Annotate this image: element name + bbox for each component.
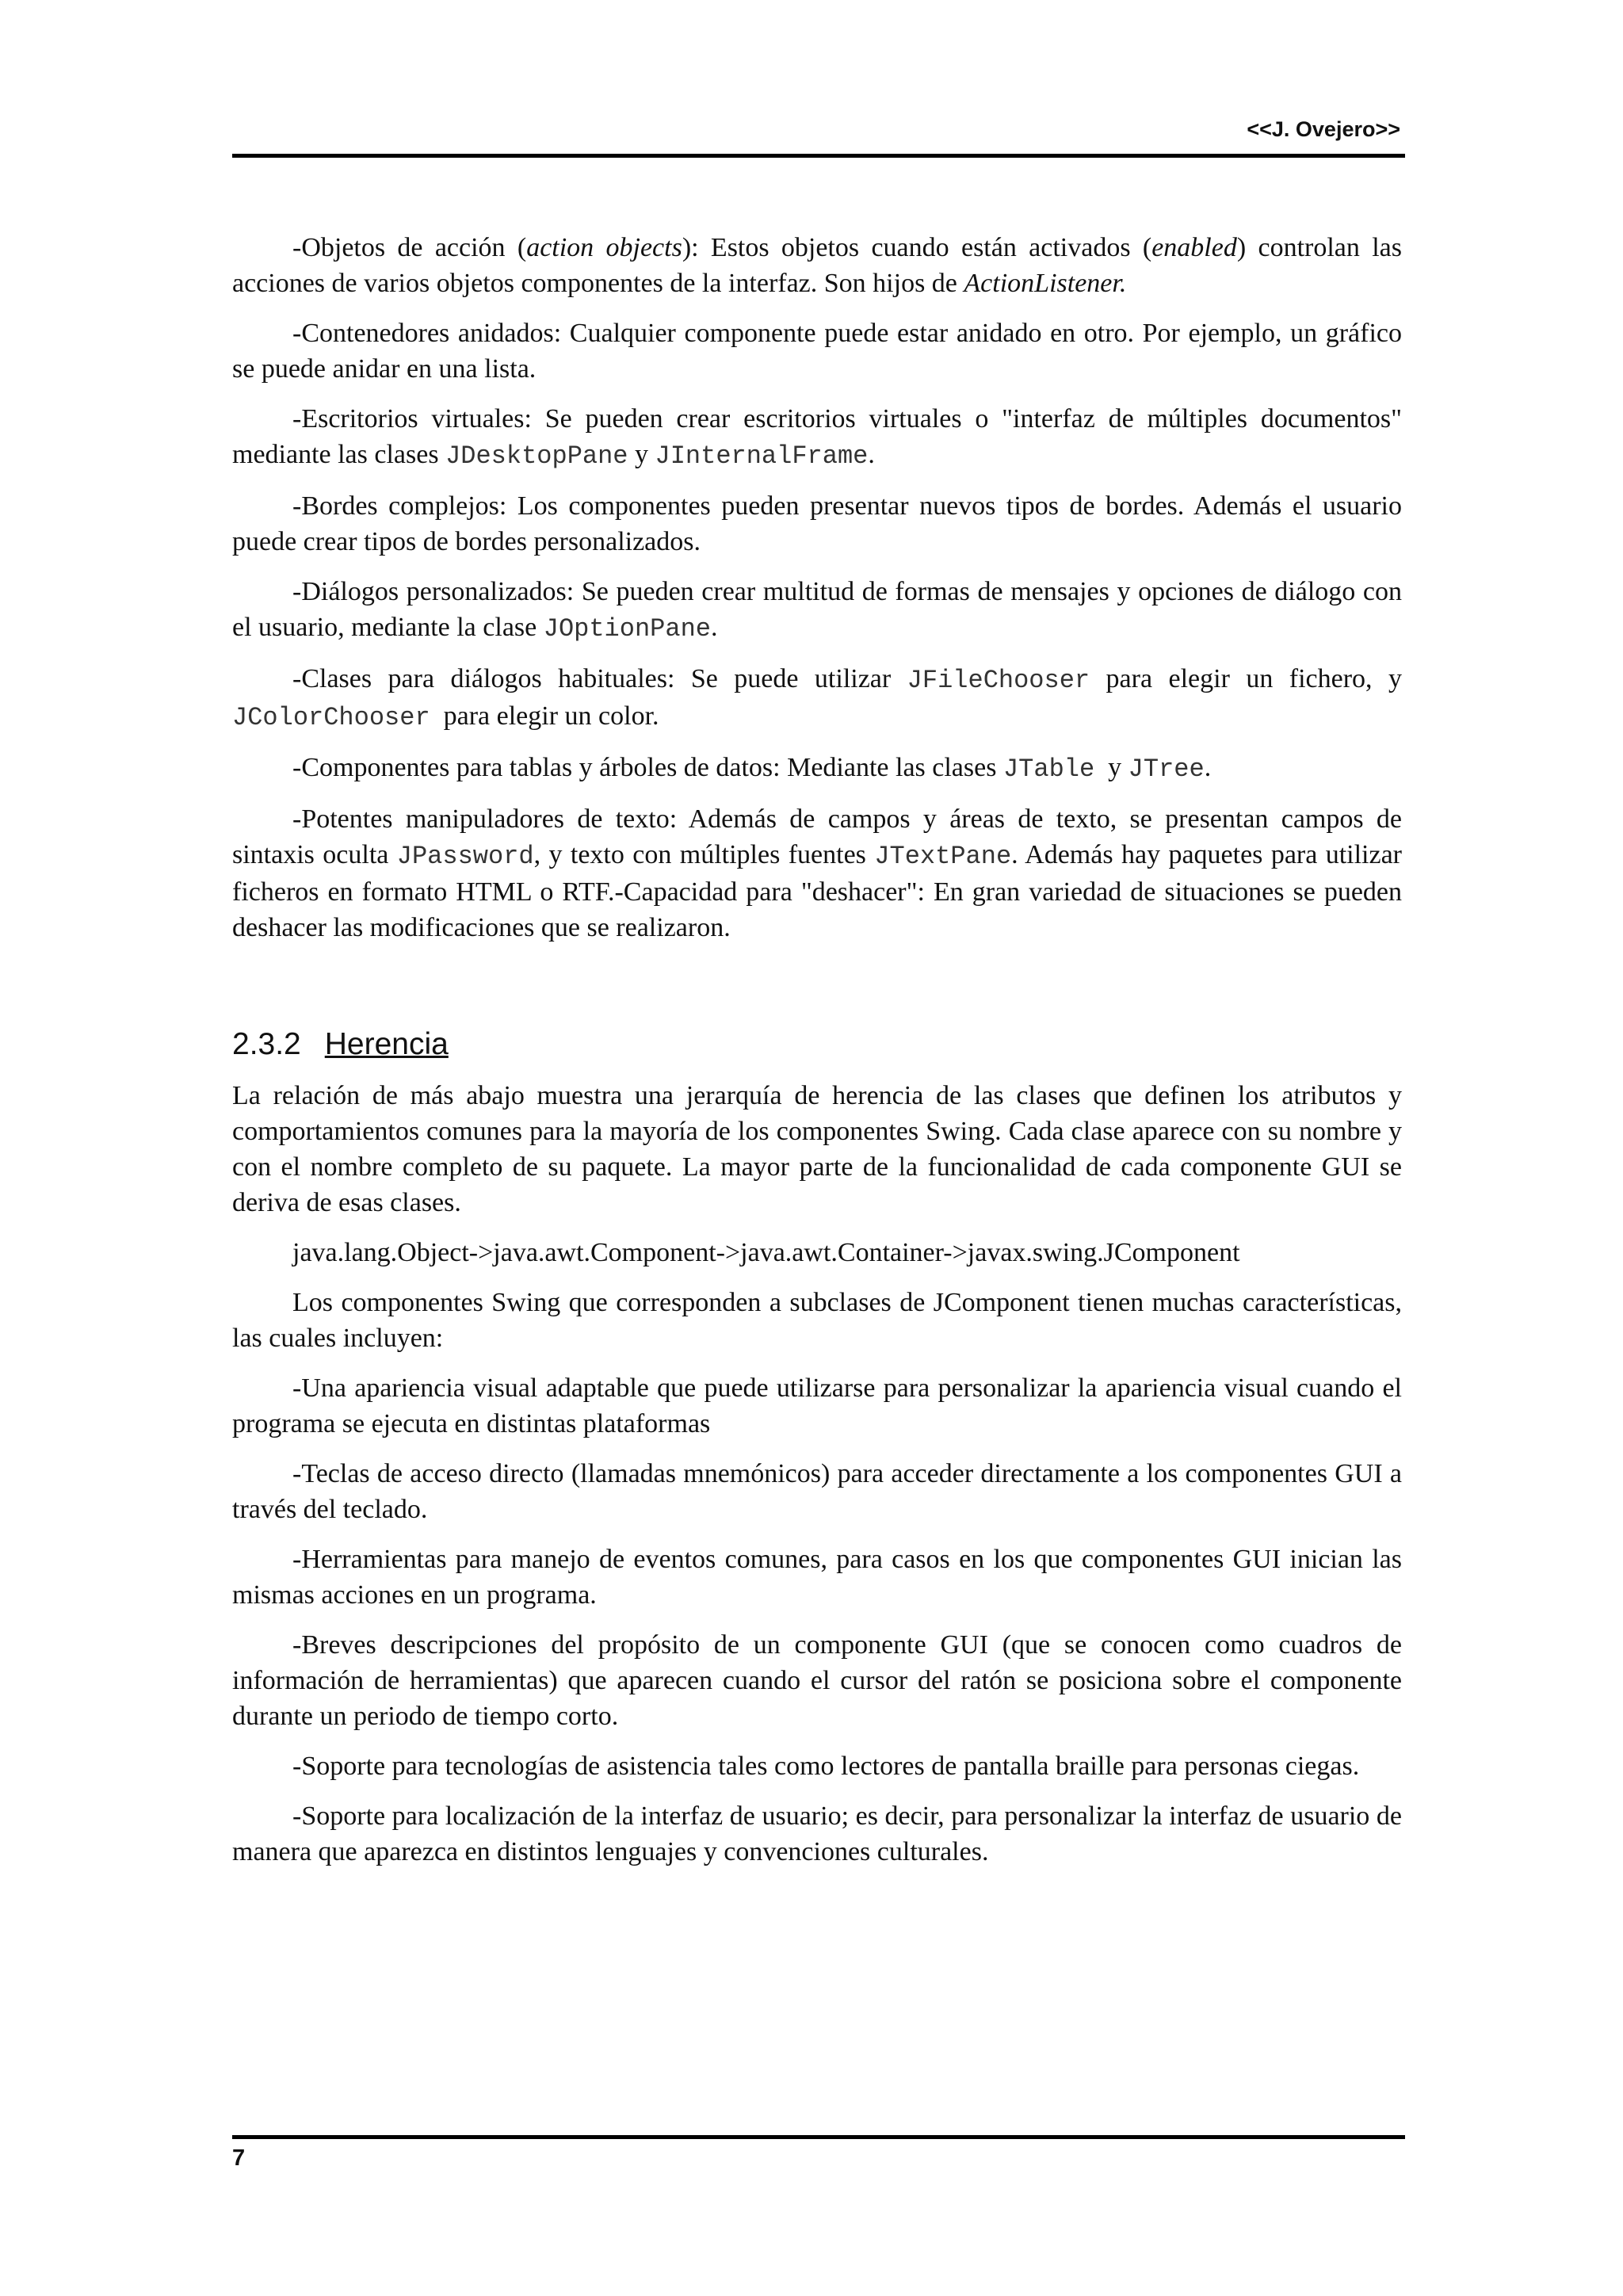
page-body <box>232 230 1402 1884</box>
paragraph-jcomponent-features: Los componentes Swing que corresponden a subclases de JComponent tienen muchas características, las cuales incluyen: <box>232 1288 1402 1353</box>
code-class-name: JTree <box>1128 755 1205 784</box>
paragraph-event-handling: -Herramientas para manejo de eventos comunes, para casos en los que componentes GUI inician las mismas acciones en un programa. <box>232 1545 1402 1610</box>
paragraph-tooltips: -Breves descripciones del propósito de un componente GUI (que se conocen como cuadros de información de herramientas) que aparecen cuando el cursor del ratón se posiciona sobre el componente durante un periodo de tiempo corto. <box>232 1630 1402 1731</box>
code-class-name: JTextPane <box>874 842 1012 871</box>
code-class-name: JOptionPane <box>543 614 711 644</box>
text-span: ): Estos objetos cuando están activados ( <box>682 233 1152 262</box>
header-rule <box>232 154 1405 158</box>
paragraph-custom-dialogs <box>232 574 1402 647</box>
text-span: -Objetos de acción ( <box>292 233 527 262</box>
paragraph-common-dialogs <box>232 661 1402 735</box>
code-class-name: JTable <box>1002 755 1095 784</box>
paragraph-tables-trees <box>232 750 1402 787</box>
code-class-name: JColorChooser <box>232 703 430 732</box>
text-span: para elegir un color. <box>430 701 659 731</box>
footer-rule <box>232 2135 1405 2139</box>
section-heading <box>232 1026 1402 1062</box>
paragraph-text-handlers <box>232 801 1402 946</box>
text-span: . <box>710 613 718 642</box>
paragraph-virtual-desktops <box>232 401 1402 474</box>
text-span: . <box>868 440 875 469</box>
text-span: y <box>1094 753 1128 782</box>
italic-term: action objects <box>526 233 682 262</box>
header-author: <<J. Ovejero>> <box>1247 117 1400 141</box>
text-span: . Además hay paquetes para utilizar ficheros en formato HTML o RTF.-Capacidad para "deshacer": En gran variedad de situaciones se pueden deshacer las modificaciones que se realizaron. <box>232 840 1403 942</box>
text-span: . <box>1204 753 1212 782</box>
italic-term: enabled <box>1151 233 1237 262</box>
text-span: -Potentes manipuladores de texto: Además de campos y áreas de texto, se presentan campos de sintaxis oculta <box>232 804 1402 869</box>
text-span: -Diálogos personalizados: Se pueden crear multitud de formas de mensajes y opciones de diálogo con el usuario, mediante la clase <box>232 577 1402 642</box>
code-class-name: JInternalFrame <box>655 441 869 471</box>
paragraph-look-and-feel: -Una apariencia visual adaptable que puede utilizarse para personalizar la apariencia visual cuando el programa se ejecuta en distintas plataformas <box>232 1373 1402 1438</box>
paragraph-nested-containers: -Contenedores anidados: Cualquier componente puede estar anidado en otro. Por ejemplo, un gráfico se puede anidar en una lista. <box>232 319 1402 384</box>
code-class-name: JPassword <box>396 842 534 871</box>
text-span: para elegir un fichero, y <box>1090 664 1402 693</box>
paragraph-mnemonics: -Teclas de acceso directo (llamadas mnemónicos) para acceder directamente a los componentes GUI a través del teclado. <box>232 1459 1402 1524</box>
paragraph-accessibility: -Soporte para tecnologías de asistencia tales como lectores de pantalla braille para personas ciegas. <box>292 1752 1360 1781</box>
paragraph-class-hierarchy: java.lang.Object->java.awt.Component->java.awt.Container->javax.swing.JComponent <box>292 1238 1240 1267</box>
text-span: ) controlan las acciones de varios objetos componentes de la interfaz. Son hijos de <box>232 233 1402 298</box>
paragraph-localization: -Soporte para localización de la interfaz de usuario; es decir, para personalizar la interfaz de usuario de manera que aparezca en distintos lenguajes y convenciones culturales. <box>232 1801 1402 1866</box>
section-title: Herencia <box>324 1027 449 1061</box>
paragraph-inheritance-intro: La relación de más abajo muestra una jerarquía de herencia de las clases que definen los atributos y comportamientos comunes para la mayoría de los componentes Swing. Cada clase aparece con su nombre y con el nombre completo de su paquete. La mayor parte de la funcionalidad de cada componente GUI se deriva de esas clases. <box>232 1081 1402 1217</box>
page-number: 7 <box>232 2145 246 2171</box>
text-span: y <box>628 440 655 469</box>
paragraph-action-objects <box>232 230 1402 301</box>
text-span: , y texto con múltiples fuentes <box>533 840 875 869</box>
code-class-name: JDesktopPane <box>445 441 628 471</box>
paragraph-complex-borders: -Bordes complejos: Los componentes pueden presentar nuevos tipos de bordes. Además el usuario puede crear tipos de bordes personalizados. <box>232 491 1402 556</box>
code-class-name: JFileChooser <box>907 666 1090 695</box>
text-span: -Escritorios virtuales: Se pueden crear escritorios virtuales o "interfaz de múltiples documentos" mediante las clases <box>232 404 1402 469</box>
text-span: -Componentes para tablas y árboles de datos: Mediante las clases <box>292 753 1003 782</box>
text-span: -Clases para diálogos habituales: Se puede utilizar <box>292 664 907 693</box>
section-number: 2.3.2 <box>232 1027 301 1061</box>
italic-term: ActionListener. <box>964 269 1127 298</box>
